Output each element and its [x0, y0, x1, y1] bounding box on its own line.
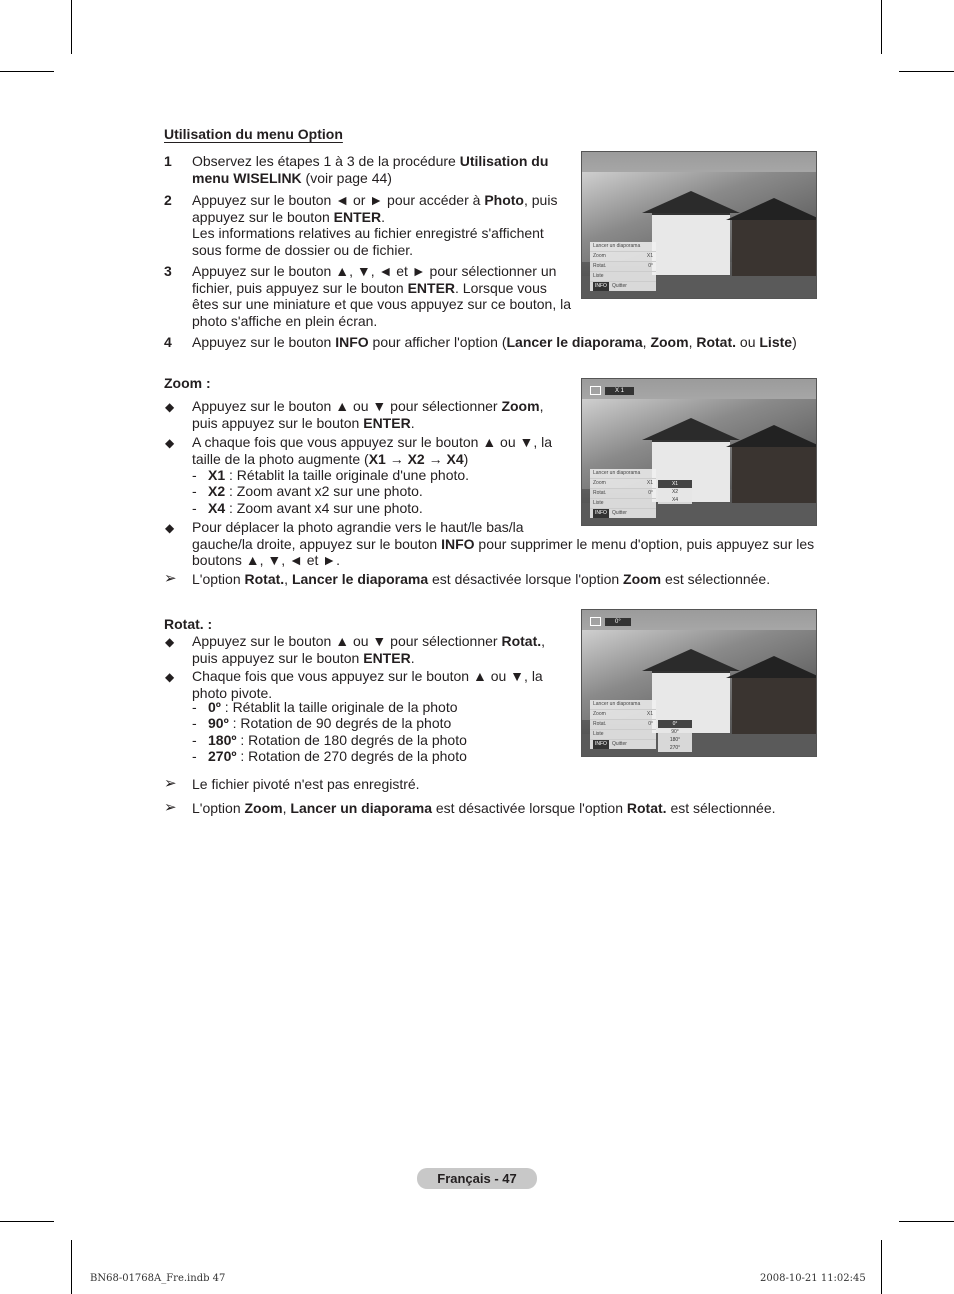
rotat-detail: 180º : Rotation de 180 degrés de la photo [208, 732, 467, 748]
step-text: Observez les étapes 1 à 3 de la procédure Utilisation du menu WISELINK (voir page 44) [192, 153, 549, 186]
tv-screenshot-menu [581, 151, 817, 299]
zoom-detail: X1 : Rétablit la taille originale d'une photo. [208, 467, 470, 483]
step-number: 3 [164, 263, 172, 279]
crop-mark [0, 1221, 54, 1222]
rotat-detail: 90º : Rotation de 90 degrés de la photo [208, 715, 452, 731]
zoom-options: X1 X2 X4 [658, 480, 692, 504]
rotat-detail: 0º : Rétablit la taille originale de la photo [208, 699, 458, 715]
section-title: Utilisation du menu Option [164, 126, 343, 142]
zoom-bullet: A chaque fois que vous appuyez sur le bouton ▲ ou ▼, la taille de la photo augmente (X1 → X2 → X4) [192, 434, 553, 467]
bullet-icon: ◆ [165, 635, 175, 649]
tv-screenshot-zoom: X 1 Lancer un diaporama Zoom X1 Rotat. 0° Liste INFO Quitter X1 X2 X4 [581, 378, 817, 526]
zoom-detail: X2 : Zoom avant x2 sur une photo. [208, 483, 423, 499]
step-number: 2 [164, 192, 172, 208]
osd-menu: Lancer un diaporama Zoom X1 Rotat. 0° Liste INFO Quitter [590, 700, 656, 749]
rotat-bullet: Appuyez sur le bouton ▲ ou ▼ pour sélectionner Rotat., puis appuyez sur le bouton ENTER. [192, 633, 546, 666]
step-text: Appuyez sur le bouton ◄ or ► pour accéder à Photo, puis appuyez sur le bouton ENTER. Les informations relatives au fichier enregistré s'affichent sous forme de dossier ou de fichier. [192, 192, 558, 258]
step-number: 4 [164, 334, 172, 350]
bullet-icon: ◆ [165, 400, 175, 414]
rotat-note: L'option Zoom, Lancer un diaporama est désactivée lorsque l'option Rotat. est sélectionnée. [192, 800, 776, 816]
dash: - [192, 715, 197, 731]
dash: - [192, 483, 197, 499]
crop-mark [71, 1240, 72, 1294]
zoom-bullet: Appuyez sur le bouton ▲ ou ▼ pour sélectionner Zoom, puis appuyez sur le bouton ENTER. [192, 398, 544, 431]
osd-menu: Lancer un diaporama Zoom X1 Rotat. 0° Liste INFO Quitter [590, 242, 656, 291]
rotat-detail: 270º : Rotation de 270 degrés de la photo [208, 748, 467, 764]
bullet-icon: ◆ [165, 521, 175, 535]
rotat-heading: Rotat. : [164, 616, 213, 632]
crop-mark [899, 71, 954, 72]
dash: - [192, 732, 197, 748]
print-slug-right: 2008-10-21 11:02:45 [760, 1273, 866, 1284]
note-arrow-icon: ➢ [164, 775, 177, 792]
print-slug-left: BN68-01768A_Fre.indb 47 [90, 1273, 226, 1284]
tv-screenshot-rotation: 0° Lancer un diaporama Zoom X1 Rotat. 0° Liste INFO Quitter 0° 90° 180° 270° [581, 609, 817, 757]
crop-mark [71, 0, 72, 54]
zoom-detail: X4 : Zoom avant x4 sur une photo. [208, 500, 423, 516]
dash: - [192, 748, 197, 764]
crop-mark [881, 1240, 882, 1294]
zoom-icon [590, 386, 601, 395]
dash: - [192, 500, 197, 516]
crop-mark [899, 1221, 954, 1222]
crop-mark [0, 71, 54, 72]
step-text: Appuyez sur le bouton ▲, ▼, ◄ et ► pour sélectionner un fichier, puis appuyez sur le bouton ENTER. Lorsque vous êtes sur une miniature et que vous appuyez sur ce bouton, la photo s'affiche en plein écran. [192, 263, 572, 329]
zoom-bullet: Pour déplacer la photo agrandie vers le haut/le bas/la gauche/la droite, appuyez sur le bouton INFO pour supprimer le menu d'option, puis appuyez sur les boutons ▲, ▼, ◄ et ►. [192, 519, 815, 568]
note-arrow-icon: ➢ [164, 570, 177, 587]
rotate-icon [590, 617, 601, 626]
dash: - [192, 699, 197, 715]
zoom-heading: Zoom : [164, 375, 211, 391]
rotat-note: Le fichier pivoté n'est pas enregistré. [192, 776, 420, 792]
bullet-icon: ◆ [165, 436, 175, 450]
rotat-bullet: Chaque fois que vous appuyez sur le bouton ▲ ou ▼, la photo pivote. [192, 668, 543, 701]
osd-menu: Lancer un diaporama Zoom X1 Rotat. 0° Liste INFO Quitter [590, 469, 656, 518]
zoom-note: L'option Rotat., Lancer le diaporama est désactivée lorsque l'option Zoom est sélectionnée. [192, 571, 771, 587]
dash: - [192, 467, 197, 483]
page-number: Français - 47 [417, 1168, 537, 1189]
step-text: Appuyez sur le bouton INFO pour afficher l'option (Lancer le diaporama, Zoom, Rotat. ou Liste) [192, 334, 797, 350]
note-arrow-icon: ➢ [164, 799, 177, 816]
rotation-options: 0° 90° 180° 270° [658, 720, 692, 752]
bullet-icon: ◆ [165, 670, 175, 684]
crop-mark [881, 0, 882, 54]
step-number: 1 [164, 153, 172, 169]
